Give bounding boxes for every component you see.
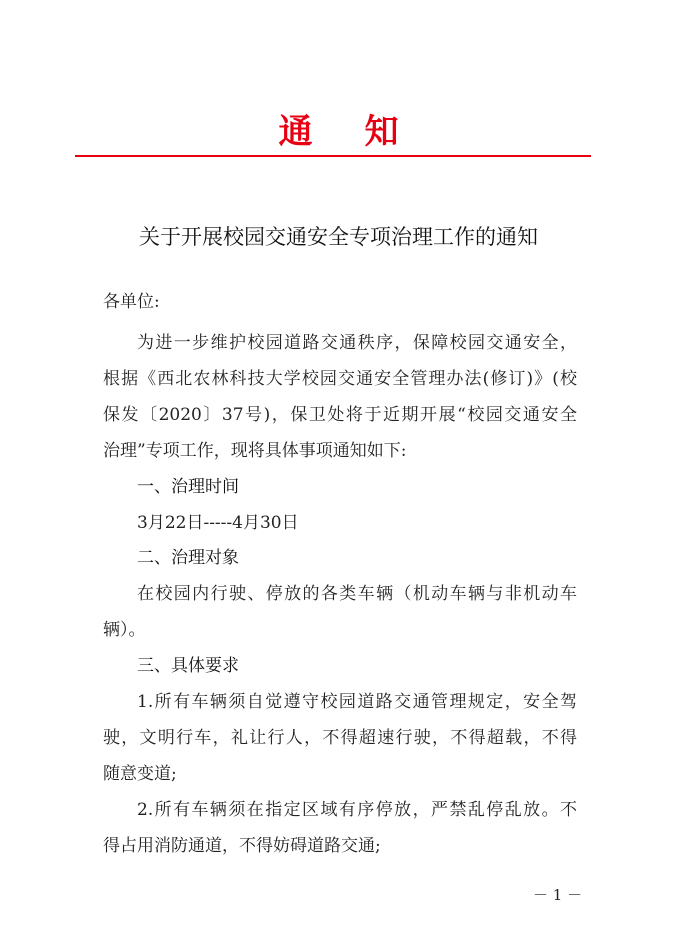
requirement-1-line-2: 驶，文明行车，礼让行人，不得超速行驶，不得超载，不得 (103, 728, 577, 748)
requirement-1-line-1: 1.所有车辆须自觉遵守校园道路交通管理规定，安全驾 (137, 692, 577, 712)
section-2-line-2: 辆）。 (103, 620, 146, 640)
page-number: － 1 － (533, 886, 583, 904)
section-1-heading: 一、治理时间 (137, 477, 239, 497)
salutation: 各单位: (103, 292, 160, 312)
header-char-1: 通 (278, 112, 313, 152)
requirement-1-line-3: 随意变道; (103, 764, 177, 784)
section-2-line-1: 在校园内行驶、停放的各类车辆（机动车辆与非机动车 (137, 584, 577, 604)
requirement-2-line-1: 2.所有车辆须在指定区域有序停放，严禁乱停乱放。不 (137, 800, 577, 820)
header-char-2: 知 (364, 112, 399, 152)
section-3-heading: 三、具体要求 (137, 656, 239, 676)
section-2-heading: 二、治理对象 (137, 548, 239, 568)
intro-line-1: 为进一步维护校园道路交通秩序，保障校园交通安全， (137, 333, 577, 353)
red-header-title (0, 104, 677, 153)
red-header-rule (75, 155, 591, 157)
document-title: 关于开展校园交通安全专项治理工作的通知 (139, 225, 538, 249)
intro-line-2: 根据《西北农林科技大学校园交通安全管理办法(修订)》(校 (103, 369, 577, 389)
requirement-2-line-2: 得占用消防通道，不得妨碍道路交通; (103, 836, 381, 856)
intro-line-3: 保发〔2020〕37号)，保卫处将于近期开展“校园交通安全 (103, 405, 577, 425)
intro-line-4: 治理”专项工作，现将具体事项通知如下: (103, 441, 407, 461)
section-1-time: 3月22日-----4月30日 (137, 513, 299, 533)
